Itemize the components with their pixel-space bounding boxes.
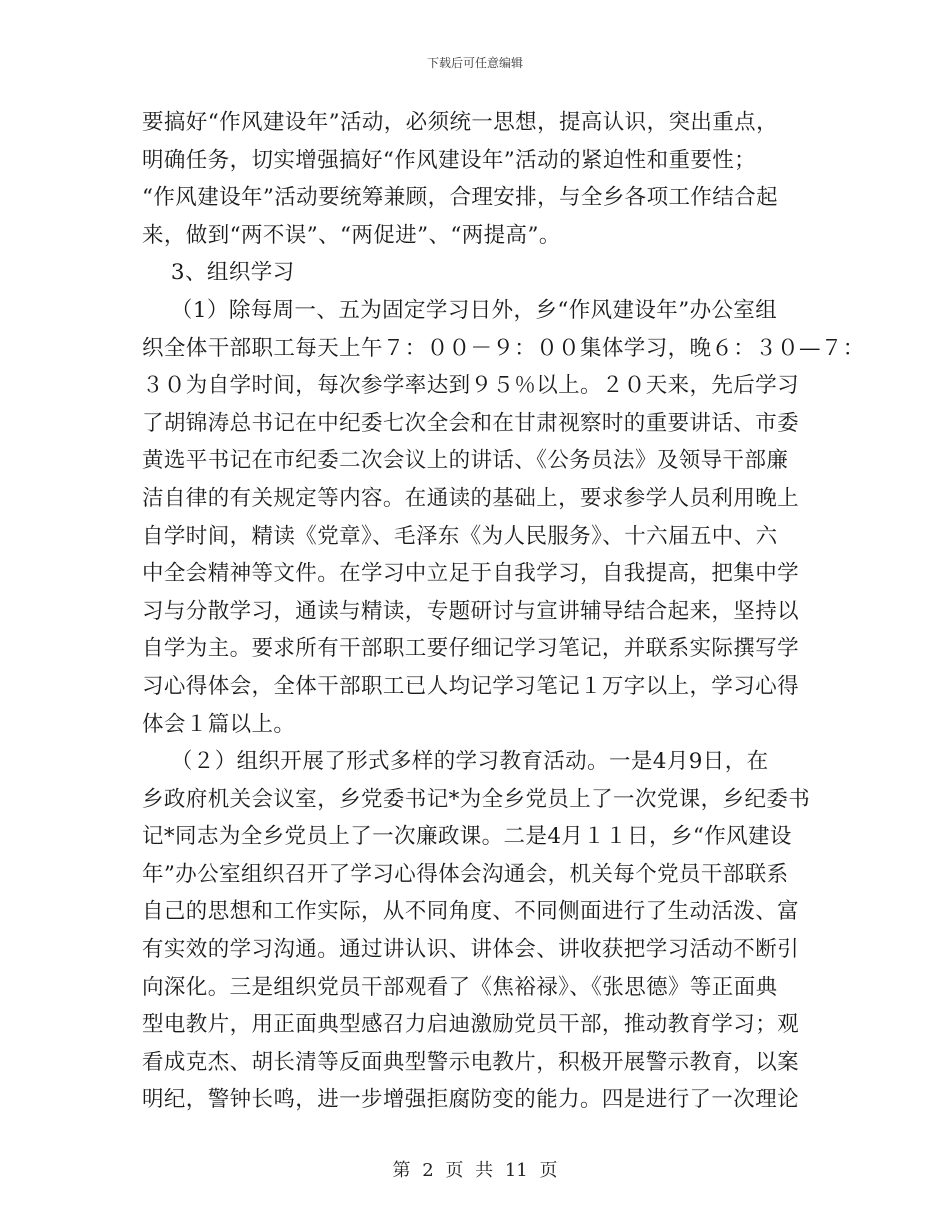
text-line: （1）除每周一、五为固定学习日外，乡“作风建设年”办公室组 [142,297,778,323]
text-line: 体会１篇以上。 [142,711,296,737]
text-line: 黄选平书记在市纪委二次会议上的讲话、《公务员法》及领导干部廉 [142,448,789,474]
text-line: ３０为自学时间，每次参学率达到９５％以上。２０天来，先后学习 [142,373,800,399]
text-line: 明确任务，切实增强搞好“作风建设年”活动的紧迫性和重要性； [142,147,757,173]
text-line: 有实效的学习沟通。通过讲认识、讲体会、讲收获把学习活动不断引 [142,937,800,963]
text-line: 年”办公室组织召开了学习心得体会沟通会，机关每个党员干部联系 [142,861,789,887]
text-line: “作风建设年”活动要统筹兼顾，合理安排，与全乡各项工作结合起 [142,185,778,211]
text-line: 习心得体会，全体干部职工已人均记学习笔记１万字以上，学习心得 [142,673,800,699]
text-line: 中全会精神等文件。在学习中立足于自我学习，自我提高，把集中学 [142,561,800,587]
page-number: 第 2 页 共 11 页 [392,1160,558,1181]
text-line: 织全体干部职工每天上午７：００－９：００集体学习，晚６：３０—７： [142,335,865,361]
text-line: 看成克杰、胡长清等反面典型警示电教片，积极开展警示教育，以案 [142,1049,800,1075]
text-line: 自学为主。要求所有干部职工要仔细记学习笔记，并联系实际撰写学 [142,636,800,662]
text-line: 了胡锦涛总书记在中纪委七次全会和在甘肃视察时的重要讲话、市委 [142,410,800,436]
text-line: 记*同志为全乡党员上了一次廉政课。二是4月１１日，乡“作风建设 [142,824,792,850]
text-line: 3、组织学习 [142,260,295,286]
page-header: 下载后可任意编辑 [426,56,523,70]
text-line: 自学时间，精读《党章》、毛泽东《为人民服务》、十六届五中、六 [142,523,778,549]
text-line: 要搞好“作风建设年”活动，必须统一思想，提高认识，突出重点， [142,110,778,135]
text-line: 型电教片，用正面典型感召力启迪激励党员干部，推动教育学习；观 [142,1012,800,1038]
text-line: 乡政府机关会议室，乡党委书记*为全乡党员上了一次党课，乡纪委书 [142,786,811,812]
text-line: 洁自律的有关规定等内容。在通读的基础上，要求参学人员利用晚上 [142,485,800,511]
text-line: 明纪，警钟长鸣，进一步增强拒腐防变的能力。四是进行了一次理论 [142,1087,800,1113]
text-line: （２）组织开展了形式多样的学习教育活动。一是4月9日，在 [142,749,769,775]
text-line: 习与分散学习，通读与精读，专题研讨与宣讲辅导结合起来，坚持以 [142,598,800,624]
text-line: 来，做到“两不误”、“两促进”、“两提高”。 [142,222,561,248]
text-line: 自己的思想和工作实际，从不同角度、不同侧面进行了生动活泼、富 [142,899,800,925]
text-line: 向深化。三是组织党员干部观看了《焦裕禄》、《张思德》等正面典 [142,974,778,1000]
document-body [142,104,865,1119]
